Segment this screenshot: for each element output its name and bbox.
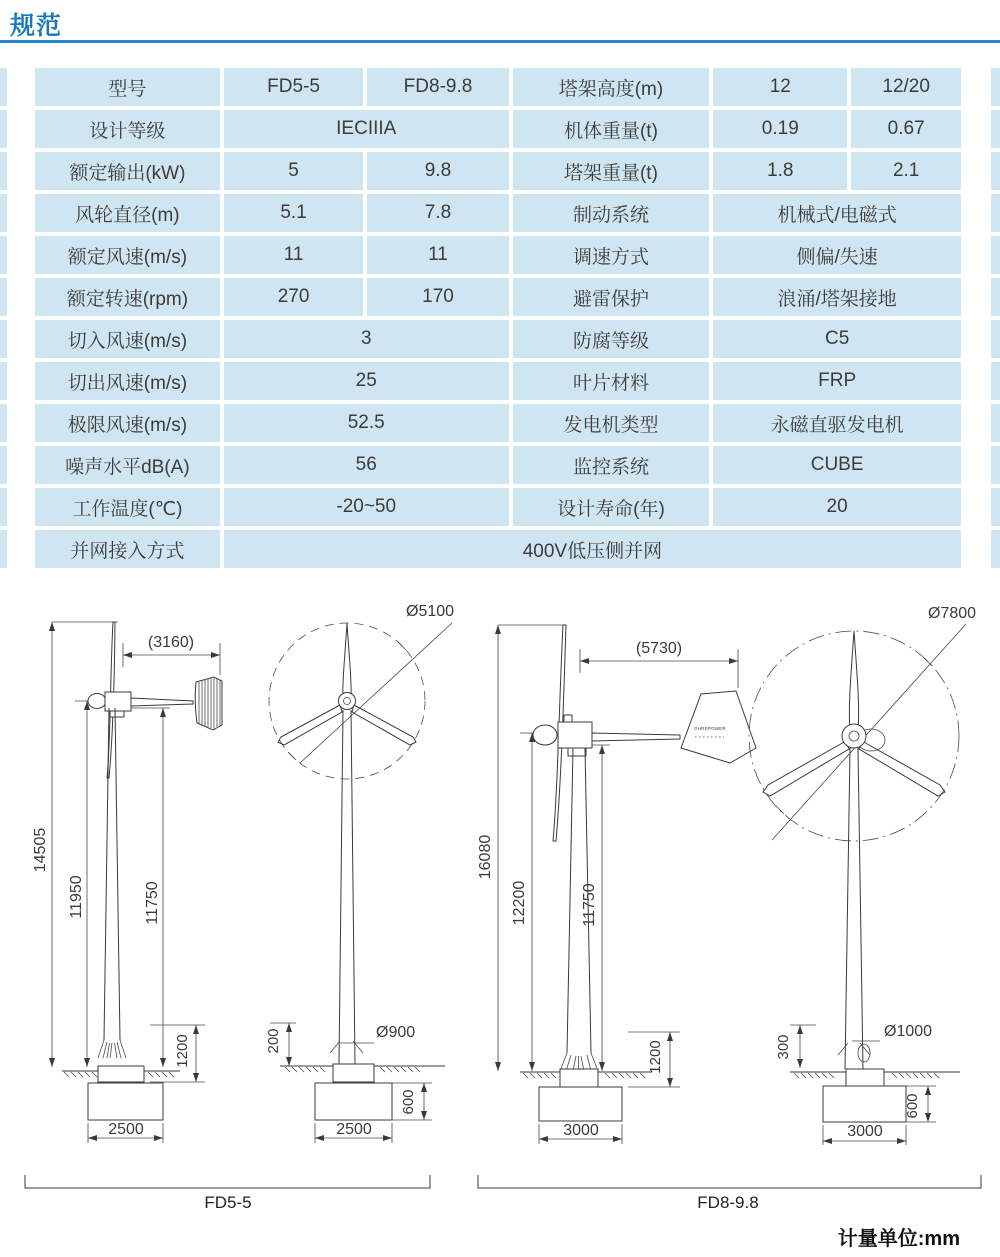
- spec-label-cell: 防腐等级: [513, 320, 710, 358]
- fd8-foundation-dim: 1200: [647, 1040, 664, 1074]
- fd5-side-view-drawing: [32, 622, 222, 1143]
- spec-value-cell: 机械式/电磁式: [713, 194, 961, 232]
- spec-label-cell: 机体重量(t): [513, 110, 710, 148]
- spec-value-cell: 5.1: [224, 194, 364, 232]
- spec-value-cell: 400V低压侧并网: [224, 530, 961, 568]
- spec-value-cell: FD8-9.8: [367, 68, 508, 106]
- spec-value-cell: 11: [367, 236, 508, 274]
- fd5-foundation-dim: 1200: [174, 1034, 191, 1068]
- spec-label-cell: 叶片材料: [513, 362, 710, 400]
- fd8-hub: [842, 724, 866, 748]
- spec-table-row: [35, 194, 961, 232]
- fd5-tower-side: [98, 708, 126, 1058]
- spec-table: [31, 64, 965, 572]
- spec-label-cell: 塔架重量(t): [513, 152, 710, 190]
- spec-label-cell: 额定风速(m/s): [35, 236, 220, 274]
- spec-table-row: [35, 446, 961, 484]
- page-title: 规范: [10, 12, 63, 40]
- spec-table-row: [35, 362, 961, 400]
- spec-label-cell: 噪声水平dB(A): [35, 446, 220, 484]
- spec-label-cell: 额定转速(rpm): [35, 278, 220, 316]
- fd8-hub-height-dim: 12200: [511, 880, 528, 926]
- fd5-tail-boom: [131, 698, 193, 706]
- fd8-base-height-dim: 300: [775, 1034, 792, 1060]
- spec-value-cell: 侧偏/失速: [713, 236, 961, 274]
- fd8-side-foundation-width-dim: 3000: [563, 1122, 599, 1139]
- spec-value-cell: CUBE: [713, 446, 961, 484]
- fd5-hub-height-dim: 11950: [68, 875, 85, 919]
- fd8-total-height-dim: 16080: [477, 834, 494, 880]
- fd8-side-foundation: [520, 1069, 652, 1121]
- model-brackets: [25, 1175, 981, 1212]
- fd8-model-label: FD8-9.8: [697, 1193, 759, 1212]
- spec-value-cell: 25: [224, 362, 509, 400]
- spec-value-cell: 20: [713, 488, 961, 526]
- fd5-front-foundation: [280, 1064, 445, 1120]
- fd5-hub: [339, 693, 356, 710]
- spec-label-cell: 制动系统: [513, 194, 710, 232]
- fd8-brand-text: GHREPOWER: [694, 726, 726, 731]
- fd8-nose-cone: [533, 725, 557, 745]
- spec-table-row: [35, 320, 961, 358]
- spec-value-cell: 56: [224, 446, 509, 484]
- spec-value-cell: 12/20: [851, 68, 961, 106]
- spec-value-cell: 1.8: [713, 152, 847, 190]
- fd5-tail-length-dim: (3160): [147, 634, 195, 651]
- fd8-tail-boom: [592, 733, 680, 741]
- fd8-foundation-depth-dim: 600: [904, 1093, 921, 1119]
- fd5-base-height-dim: 200: [265, 1028, 282, 1054]
- fd5-nose-cone: [88, 694, 106, 709]
- spec-table-row: [35, 110, 961, 148]
- fd8-front-view-drawing: [749, 605, 976, 1145]
- spec-label-cell: 切入风速(m/s): [35, 320, 220, 358]
- spec-value-cell: 3: [224, 320, 509, 358]
- spec-table-row: [35, 488, 961, 526]
- fd8-base-diameter-dim: Ø1000: [884, 1023, 933, 1040]
- spec-table-row: [35, 530, 961, 568]
- spec-label-cell: 调速方式: [513, 236, 710, 274]
- fd8-rotor-diameter-dim: Ø7800: [928, 605, 977, 622]
- fd8-nacelle: [558, 722, 592, 748]
- spec-value-cell: -20~50: [224, 488, 509, 526]
- spec-value-cell: 2.1: [851, 152, 961, 190]
- spec-value-cell: IECIIIA: [224, 110, 509, 148]
- fd8-side-view-drawing: [477, 625, 756, 1144]
- spec-table-row: [35, 152, 961, 190]
- fd5-tail-fin: [195, 677, 222, 730]
- fd8-tail-fin: [681, 691, 756, 763]
- fd5-bracket: [25, 1175, 430, 1188]
- spec-value-cell: 0.67: [851, 110, 961, 148]
- spec-table-body: [35, 68, 961, 568]
- spec-label-cell: 塔架高度(m): [513, 68, 710, 106]
- spec-table-row: [35, 236, 961, 274]
- fd5-front-foundation-width-dim: 2500: [336, 1121, 372, 1138]
- fd5-rotor-diameter-dim: Ø5100: [406, 603, 455, 620]
- fd5-tower-height-dim: 11750: [144, 881, 161, 925]
- dimension-drawings: [0, 585, 1000, 1225]
- fd5-side-foundation-width-dim: 2500: [108, 1121, 144, 1138]
- spec-value-cell: 5: [224, 152, 364, 190]
- spec-label-cell: 设计等级: [35, 110, 220, 148]
- spec-value-cell: FRP: [713, 362, 961, 400]
- title-underline: [0, 40, 1000, 43]
- measurement-unit-note: 计量单位:mm: [837, 1228, 960, 1250]
- fd5-side-foundation: [62, 1066, 180, 1120]
- spec-value-cell: 11: [224, 236, 364, 274]
- spec-label-cell: 发电机类型: [513, 404, 710, 442]
- fd8-bracket: [478, 1175, 981, 1188]
- table-right-crop-sliver: [991, 68, 1000, 572]
- fd5-front-view-drawing: [265, 603, 454, 1143]
- spec-table-row: [35, 278, 961, 316]
- spec-value-cell: 永磁直驱发电机: [713, 404, 961, 442]
- spec-value-cell: 7.8: [367, 194, 508, 232]
- spec-value-cell: 浪涌/塔架接地: [713, 278, 961, 316]
- fd5-model-label: FD5-5: [204, 1193, 252, 1212]
- spec-value-cell: 12: [713, 68, 847, 106]
- spec-value-cell: 52.5: [224, 404, 509, 442]
- fd8-tower-height-dim: 11750: [581, 883, 598, 927]
- fd5-base-diameter-dim: Ø900: [376, 1024, 416, 1041]
- spec-label-cell: 切出风速(m/s): [35, 362, 220, 400]
- fd8-front-foundation: [790, 1069, 960, 1122]
- spec-label-cell: 额定输出(kW): [35, 152, 220, 190]
- fd8-tail-length-dim: (5730): [635, 640, 683, 657]
- spec-value-cell: 9.8: [367, 152, 508, 190]
- spec-label-cell: 工作温度(℃): [35, 488, 220, 526]
- spec-value-cell: FD5-5: [224, 68, 364, 106]
- spec-value-cell: 0.19: [713, 110, 847, 148]
- spec-label-cell: 风轮直径(m): [35, 194, 220, 232]
- fd5-total-height-dim: 14505: [32, 827, 49, 873]
- spec-label-cell: 型号: [35, 68, 220, 106]
- spec-label-cell: 监控系统: [513, 446, 710, 484]
- spec-label-cell: 避雷保护: [513, 278, 710, 316]
- spec-value-cell: C5: [713, 320, 961, 358]
- spec-table-row: [35, 404, 961, 442]
- spec-value-cell: 170: [367, 278, 508, 316]
- spec-value-cell: 270: [224, 278, 364, 316]
- spec-label-cell: 极限风速(m/s): [35, 404, 220, 442]
- spec-table-row: [35, 68, 961, 106]
- fd5-foundation-depth-dim: 600: [400, 1089, 417, 1115]
- spec-label-cell: 设计寿命(年): [513, 488, 710, 526]
- table-left-crop-sliver: [0, 68, 7, 572]
- spec-label-cell: 并网接入方式: [35, 530, 220, 568]
- fd8-front-foundation-width-dim: 3000: [847, 1123, 883, 1140]
